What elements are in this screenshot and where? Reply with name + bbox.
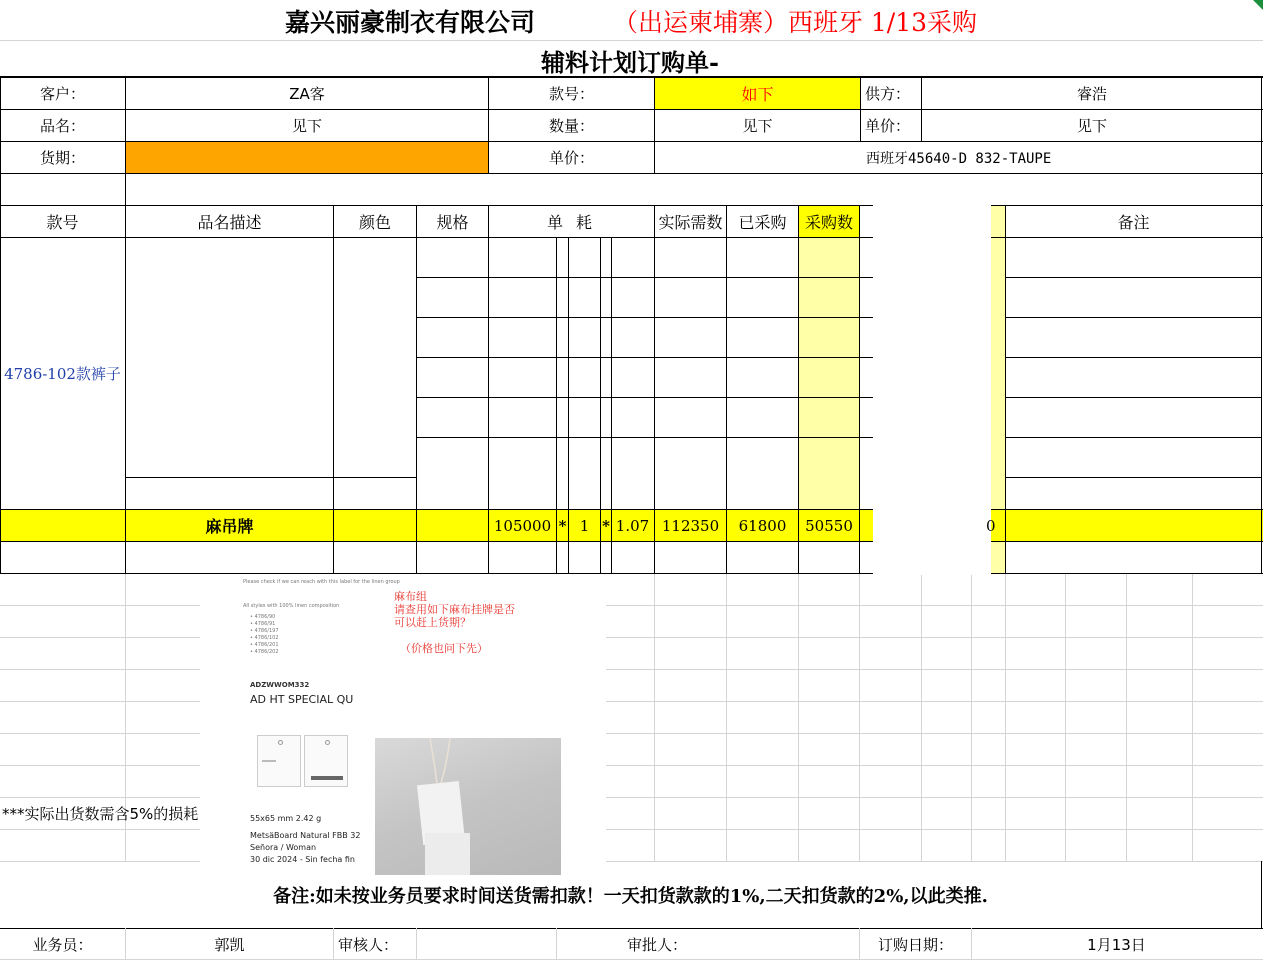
pasted-style-item: • 4786/90 [250, 614, 276, 620]
pasted-top-note: Please check if we can reach with this label for the linen group [243, 579, 400, 585]
col-actual-demand: 实际需数 [658, 213, 723, 232]
summary-actual-demand: 112350 [661, 516, 720, 535]
company-title: 嘉兴丽豪制衣有限公司 [284, 8, 535, 37]
pasted-style-list [250, 614, 279, 656]
pasted-size-weight: 55x65 mm 2.42 g [250, 814, 322, 823]
pasted-ref-code: ADZWWOM332 [250, 681, 310, 689]
pasted-style-item: • 4786/197 [250, 628, 279, 634]
pasted-style-item: • 4786/102 [250, 635, 279, 641]
salesperson-value: 郭凯 [214, 935, 245, 954]
style-no-label: 款号： [548, 85, 594, 103]
pasted-label-name: AD HT SPECIAL QU [250, 693, 354, 706]
unit-price2-value: 西班牙45640-D 832-TAUPE [866, 150, 1052, 167]
customer-label: 客户： [39, 85, 85, 103]
order-date-label: 订购日期： [877, 935, 953, 954]
summary-factor: 1 [579, 516, 590, 535]
pasted-date-line: 30 dic 2024 - Sin fecha fin [250, 855, 355, 864]
loss-note: ***实际出货数需含5%的损耗 [2, 805, 199, 823]
col-color: 颜色 [358, 213, 391, 232]
shipment-note: （出运柬埔寨）西班牙 1/13采购 [612, 8, 978, 37]
pasted-material: MetsäBoard Natural FBB 32 [250, 831, 361, 840]
col-remarks: 备注 [1117, 213, 1150, 232]
summary-item: 麻吊牌 [205, 517, 254, 536]
summary-times2: * [602, 516, 610, 535]
col-unit-consumption: 单 耗 [546, 213, 597, 232]
order-date-value: 1月13日 [1087, 935, 1146, 954]
label-back-drawing [304, 735, 348, 787]
summary-purchased: 61800 [738, 516, 787, 535]
pasted-style-item: • 4786/91 [250, 621, 276, 627]
delivery-label: 货期： [39, 149, 85, 167]
approver-label: 审批人： [626, 935, 687, 954]
col-purchase-qty: 采购数 [804, 213, 853, 232]
pasted-style-item: • 4786/202 [250, 649, 279, 655]
summary-loss: 1.07 [615, 516, 650, 535]
quantity-value: 见下 [742, 117, 773, 135]
pasted-comment: 麻布组 请查用如下麻布挂牌是否 可以赶上货期？ （价格也问下先） [394, 590, 515, 655]
unit-price2-label: 单价： [548, 149, 594, 167]
pasted-style-item: • 4786/201 [250, 642, 279, 648]
col-style-no: 款号 [46, 213, 79, 232]
form-title: 辅料计划订购单- [541, 47, 719, 77]
col-spec: 规格 [436, 213, 469, 232]
pasted-gender: Señora / Woman [250, 843, 317, 852]
salesperson-label: 业务员： [32, 935, 93, 954]
customer-value: ZA客 [289, 85, 325, 103]
col-description: 品名描述 [197, 213, 262, 232]
product-value: 见下 [291, 117, 322, 135]
summary-purchase-qty: 50550 [805, 516, 853, 535]
style-name: 4786-102款裤子 [4, 365, 121, 383]
sheet-corner-marker [1253, 0, 1263, 10]
style-no-value: 如下 [741, 85, 774, 104]
unit-price-value: 见下 [1076, 117, 1107, 135]
label-photo [375, 738, 561, 875]
pasted-styles-heading: All styles with 100% linen composition [243, 603, 340, 609]
label-front-drawing [257, 735, 301, 787]
reviewer-label: 审核人： [338, 935, 399, 954]
summary-partial: 0 [986, 516, 996, 535]
penalty-note: 备注:如未按业务员要求时间送货需扣款！一天扣货款款的1%,二天扣货款的2%,以此类推. [273, 886, 988, 907]
summary-qty: 105000 [493, 516, 552, 535]
delivery-value[interactable] [126, 142, 488, 173]
summary-blank [873, 510, 985, 541]
below-summary-fill [991, 542, 1005, 574]
pasted-label-image[interactable] [200, 574, 606, 875]
right-column-fill [991, 206, 1005, 510]
summary-times1: * [558, 516, 567, 535]
purchase-qty-column-fill [799, 238, 859, 509]
quantity-label: 数量： [548, 117, 594, 135]
unit-price-label: 单价： [865, 117, 911, 135]
supplier-value: 睿浩 [1076, 85, 1107, 103]
supplier-label: 供方： [865, 85, 911, 103]
col-purchased: 已采购 [738, 213, 787, 232]
product-label: 品名： [39, 117, 85, 135]
